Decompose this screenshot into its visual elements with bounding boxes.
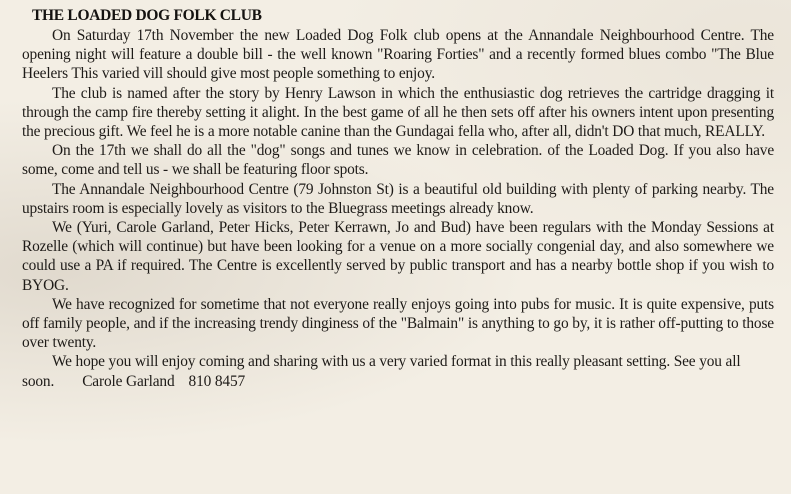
signature: Carole Garland: [82, 372, 175, 390]
paragraph-organisers: We (Yuri, Carole Garland, Peter Hicks, Peter Kerrawn, Jo and Bud) have been regulars with the Monday Sessions at Rozelle (which will continue) but have been looking for a venue on a more socially congenial day, and also somewhere we could use a PA if required. The Centre is excellently served by public transport and has a nearby bottle shop if you wish to BYOG.: [22, 219, 774, 294]
paragraph-venue: The Annandale Neighbourhood Centre (79 Johnston St) is a beautiful old building with plenty of parking nearby. The upstairs room is especially lovely as visitors to the Bluegrass meetings already know.: [22, 180, 774, 217]
paragraph-pubs: We have recognized for sometime that not everyone really enjoys going into pubs for music. It is quite expensive, puts off family people, and if the increasing trendy dinginess of the "Balmain" is anything to go by, it is rather off-putting to those over twenty.: [22, 295, 774, 352]
paragraph-closing: [22, 352, 774, 390]
paragraph-opening-night: On Saturday 17th November the new Loaded Dog Folk club opens at the Annandale Neighbourhood Centre. The opening night will feature a double bill - the well known "Roaring Forties" and a recently formed blues combo "The Blue Heelers This varied vill should give most people something to enjoy.: [22, 27, 774, 83]
phone-number: 810 8457: [188, 372, 246, 390]
closing-text: We hope you will enjoy coming and sharing with us a very varied format in this really pleasant setting. See you all soon.: [22, 353, 741, 390]
article-title: THE LOADED DOG FOLK CLUB: [32, 7, 262, 24]
paragraph-club-name: The club is named after the story by Henry Lawson in which the enthusiastic dog retrieves the cartridge dragging it through the camp fire thereby setting it alight. In the best game of all he then sets off after his owners intent upon presenting the precious gift. We feel he is a more notable canine than the Gundagai fella who, after all, didn't DO that much, REALLY.: [22, 84, 774, 141]
paragraph-dog-songs: On the 17th we shall do all the "dog" songs and tunes we know in celebration. of the Loaded Dog. If you also have some, come and tell us - we shall be featuring floor spots.: [22, 142, 774, 179]
article: [22, 6, 774, 391]
